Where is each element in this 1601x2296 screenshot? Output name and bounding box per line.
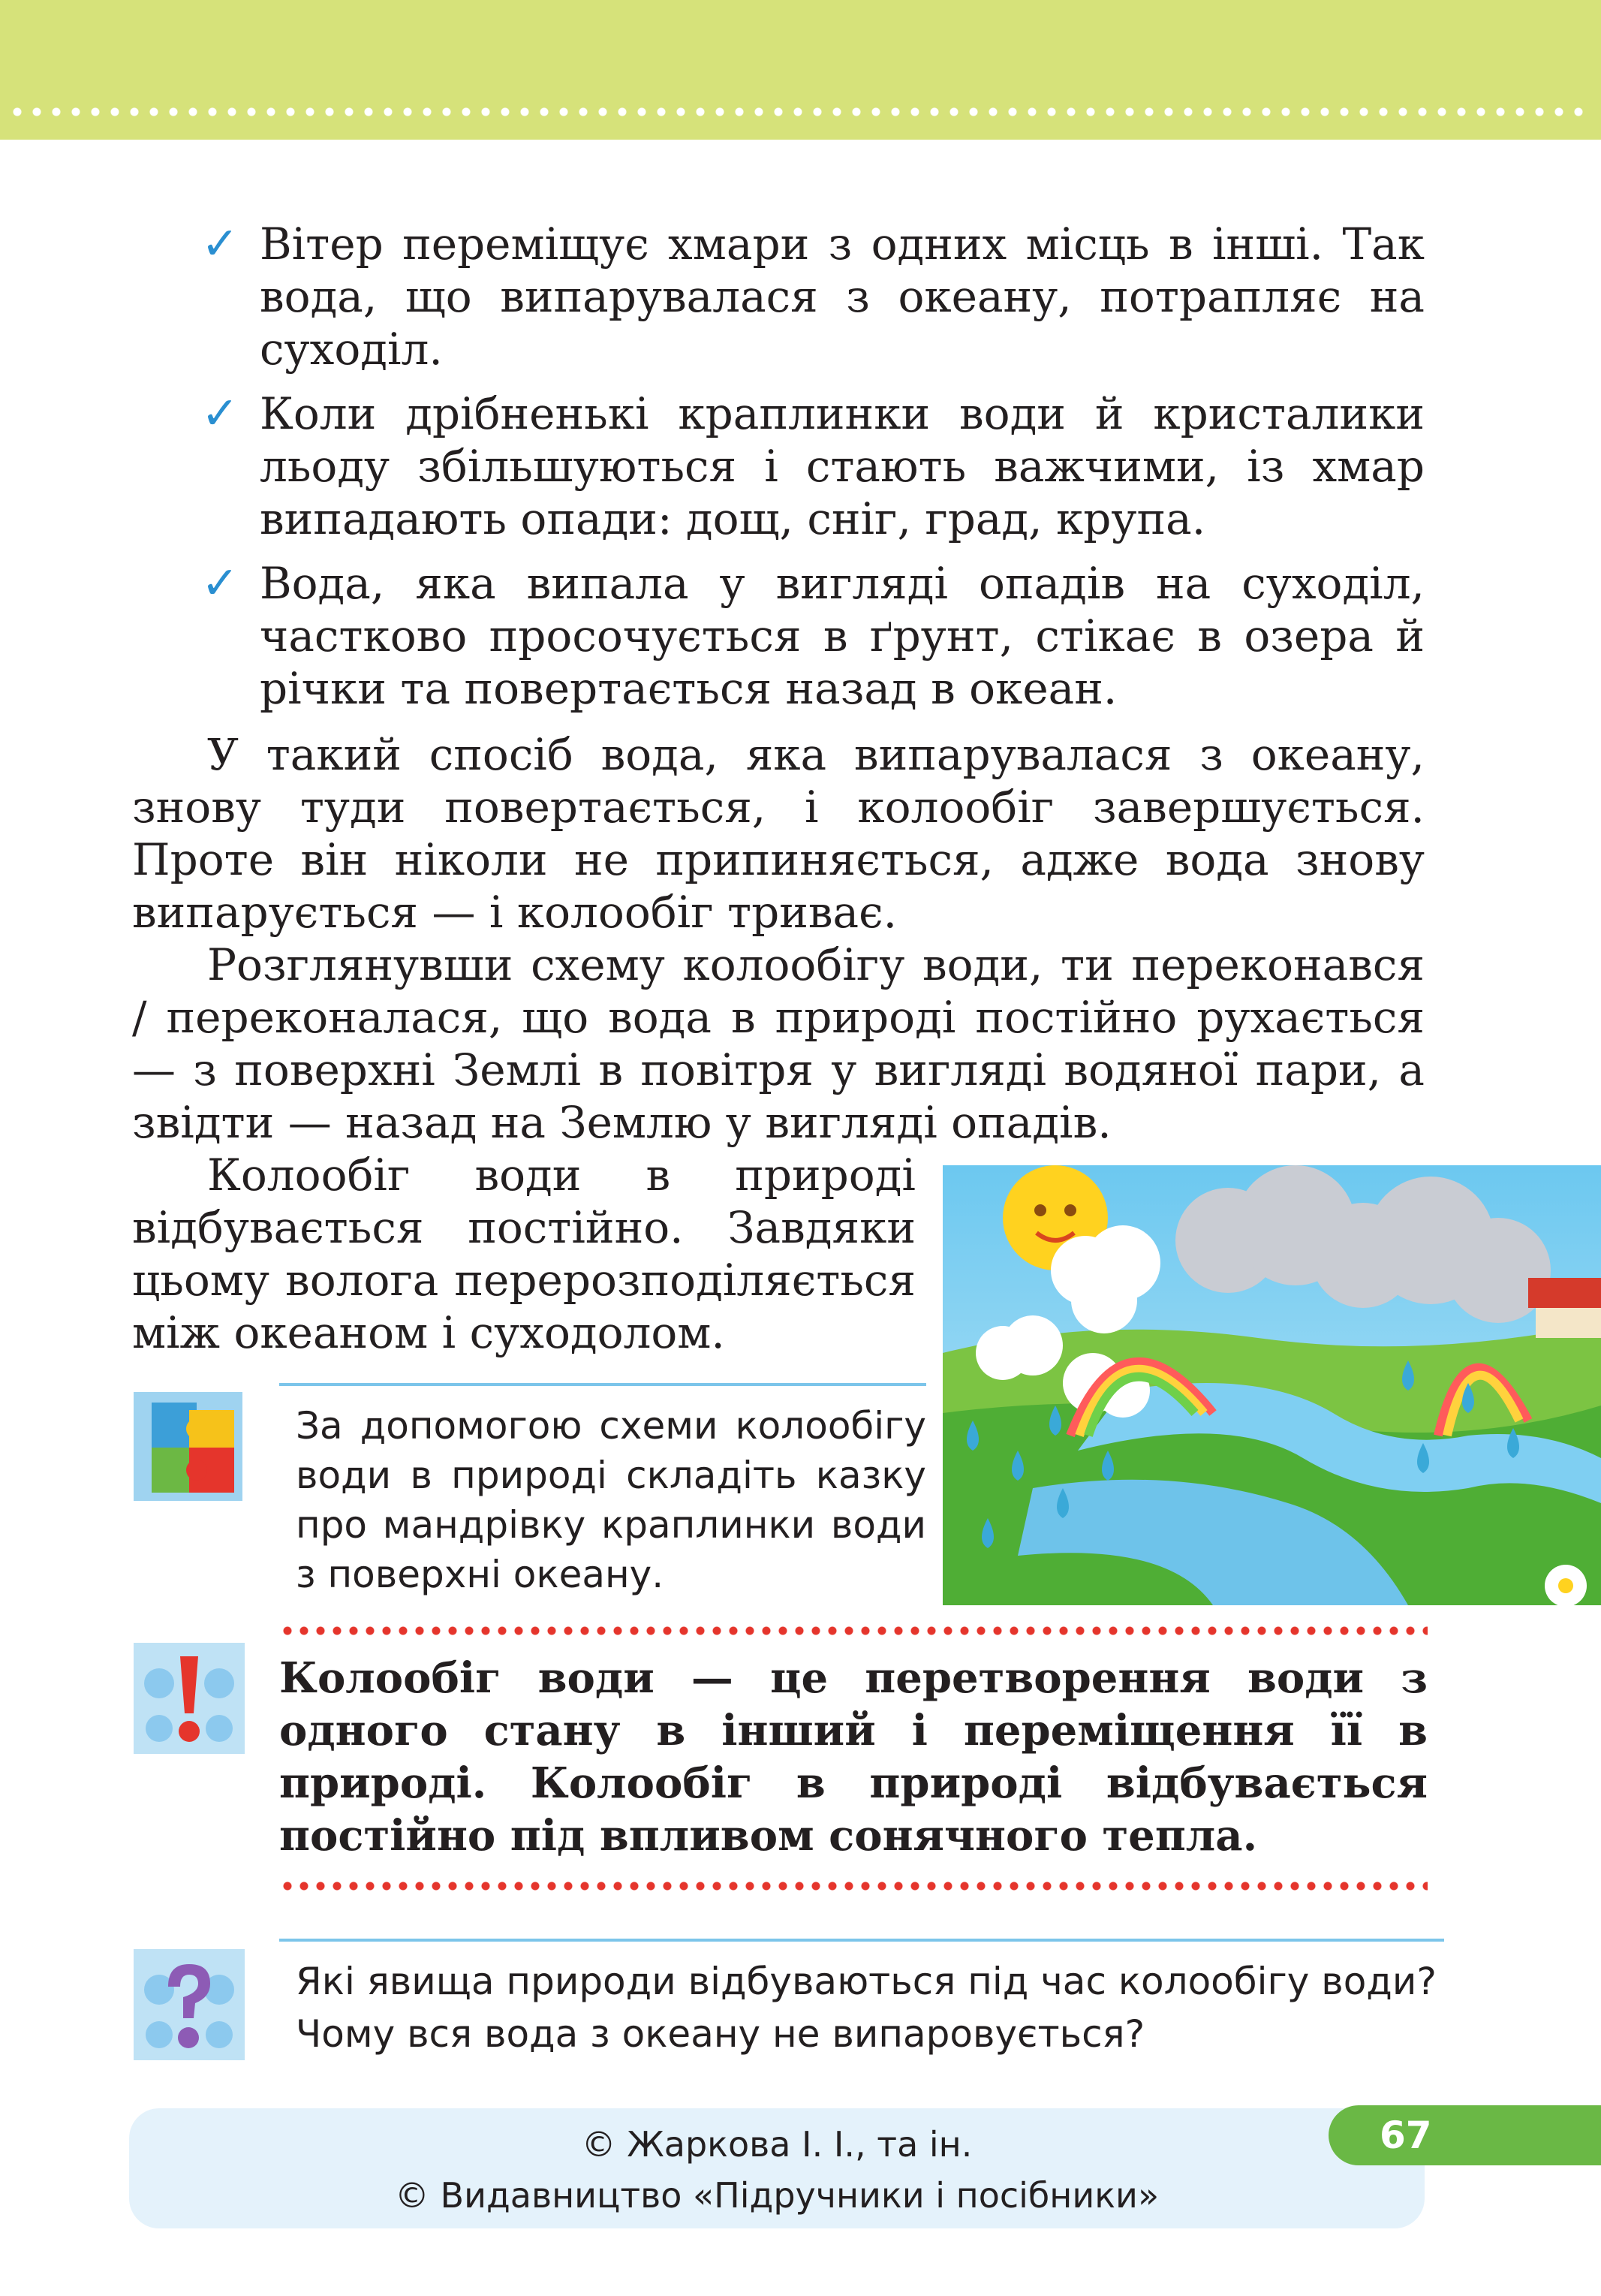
paragraph: Розглянувши схему колообігу води, ти переконався / переконалася, що вода в природі постійно рухається — з поверхні Землі в повітря у вигляді водяної пари, а звідти — назад на Землю у вигляді опадів. — [132, 939, 1425, 1148]
puzzle-icon — [129, 1388, 249, 1508]
bullet-item — [201, 387, 1425, 545]
bullet-item — [201, 557, 1425, 715]
question-item: Які явища природи відбуваються під час колообігу води? — [296, 1960, 1437, 2003]
question-box — [279, 1939, 1444, 2060]
question-icon — [129, 1945, 249, 2065]
top-band-dots — [8, 107, 1593, 117]
task-box: За допомогою схеми колообігу води в природі складіть казку про мандрівку краплинки води з поверхні океану. — [279, 1383, 926, 1599]
bullet-item — [201, 218, 1425, 375]
water-cycle-illustration — [943, 1165, 1601, 1605]
checkmark-icon: ✓ — [201, 557, 239, 610]
question-item: Чому вся вода з океану не випаровується? — [296, 2012, 1145, 2056]
bullet-text: Вода, яка випала у вигляді опадів на суходіл, частково просочується в ґрунт, стікає в озера й річки та повертається назад в океан. — [260, 558, 1425, 714]
rule-dotted-line-bottom — [279, 1882, 1428, 1891]
rule-definition: Колообіг води — це перетворення води з одного стану в інший і переміщення її в природі. Колообіг в природі відбувається постійно під впливом сонячного тепла. — [279, 1653, 1428, 1861]
page-number: 67 — [1329, 2105, 1601, 2165]
copyright-line: © Жаркова І. І., та ін. — [581, 2124, 973, 2165]
copyright-line: © Видавництво «Підручники і посібники» — [394, 2175, 1160, 2216]
paragraph: У такий спосіб вода, яка випарувалася з океану, знову туди повертається, і колообіг завершується. Проте він ніколи не припиняється, адже вода знову випарується — і колообіг триває. — [132, 729, 1425, 938]
copyright-footer — [129, 2108, 1425, 2228]
paragraph: Колообіг води в природі відбувається постійно. Завдяки цьому волога перерозподіляється між океаном і суходолом. — [132, 1150, 916, 1358]
bullet-text: Коли дрібненькі краплинки води й кристалики льоду збільшуються і стають важчими, із хмар випадають опади: дощ, сніг, град, крупа. — [260, 388, 1425, 544]
rule-dotted-line-top — [279, 1626, 1428, 1635]
exclamation-icon — [129, 1638, 249, 1758]
checkmark-icon: ✓ — [201, 387, 239, 440]
bullet-text: Вітер переміщує хмари з одних місць в інші. Так вода, що випарувалася з океану, потрапляє на суходіл. — [260, 218, 1425, 375]
checkmark-icon: ✓ — [201, 218, 239, 270]
top-band — [0, 0, 1601, 140]
